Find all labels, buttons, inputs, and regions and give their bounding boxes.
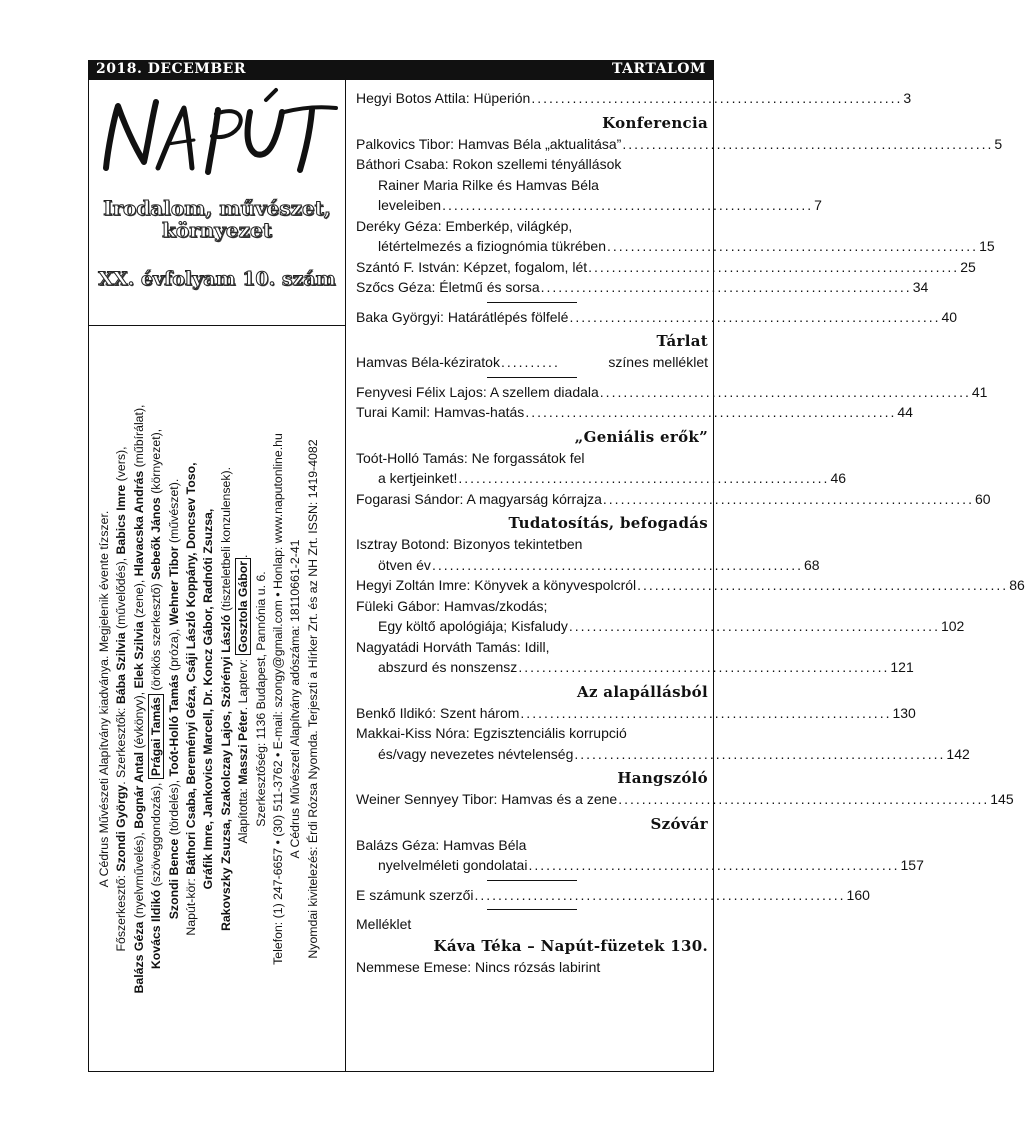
subtitle-line: környezet bbox=[162, 218, 272, 242]
section-heading: Szóvár bbox=[650, 814, 708, 833]
colophon-line: Napút-kör: Báthori Csaba, Bereményi Géza, Csáji László Koppány, Doncsev Toso, bbox=[184, 462, 199, 936]
toc-entry: létértelmezés a fiziognómia tükrében ............................................................... 15 bbox=[378, 238, 995, 254]
toc-entry: Hegyi Zoltán Imre: Könyvek a könyvespolcról ............................................................... 86 bbox=[356, 577, 1025, 593]
colophon-line: A Cédrus Művészeti Alapítvány kiadványa. Megjelenik évente tízszer. bbox=[97, 510, 111, 888]
toc-entry: Weiner Sennyey Tibor: Hamvas és a zene ............................................................... 145 bbox=[356, 791, 1014, 807]
section-heading: Tárlat bbox=[656, 332, 708, 350]
colophon-line: Rakovszky Zsuzsa, Szakolczay Lajos, Szörényi László (tiszteletbeli konzulensek). bbox=[218, 466, 233, 932]
supplement-label: Melléklet bbox=[356, 916, 412, 932]
separator-rule bbox=[487, 909, 577, 910]
toc-entry: nyelvelméleti gondolatai ............................................................... 157 bbox=[378, 857, 924, 873]
subtitle-line: Irodalom, művészet, bbox=[103, 196, 331, 220]
header-bar bbox=[88, 60, 714, 80]
toc-entry: Egy költő apológiája; Kisfaludy ............................................................... 102 bbox=[378, 618, 965, 634]
toc-entry: E számunk szerzői ............................................................... 160 bbox=[356, 886, 870, 903]
toc-entry: Nagyatádi Horváth Tamás: Idill, bbox=[356, 638, 550, 655]
toc-entry: ötven év ............................................................... 68 bbox=[378, 556, 820, 573]
colophon-line: Kovács Ildikó (szöveggondozás), Prágai Tamás (örökös szerkesztő) Sebeők János (környezet), bbox=[149, 428, 164, 970]
colophon bbox=[92, 330, 342, 1068]
toc-entry: Toót-Holló Tamás: Ne forgassátok fel bbox=[356, 449, 585, 466]
table-of-contents bbox=[356, 88, 1025, 977]
toc-entry: Füleki Gábor: Hamvas/zkodás; bbox=[356, 597, 548, 614]
issue-number: XX. évfolyam 10. szám bbox=[98, 268, 336, 290]
issue-date: 2018. DECEMBER bbox=[96, 61, 246, 77]
toc-entry: Palkovics Tibor: Hamvas Béla „aktualitása” ............................................................... 5 bbox=[356, 135, 1003, 152]
colophon-line: Telefon: (1) 247-6657 • (30) 511-3762 • E-mail: szongy@gmail.com • Honlap: www.naputonline.hu bbox=[271, 433, 286, 965]
toc-entry: Hamvas Béla-kéziratok .......... színes melléklet bbox=[356, 354, 708, 370]
colophon-line: Balázs Géza (nyelvművelés), Bognár Antal (évkönyv), Elek Szilvia (zene), Hlavacska András (műbírálat), bbox=[131, 404, 146, 994]
section-heading: „Geniális erők” bbox=[574, 427, 708, 446]
separator-rule bbox=[487, 377, 577, 378]
toc-entry: Turai Kamil: Hamvas-hatás ............................................................... 44 bbox=[356, 404, 913, 420]
toc-entry: Hegyi Botos Attila: Hüperión ............................................................... 3 bbox=[356, 90, 912, 106]
toc-entry: Báthori Csaba: Rokon szellemi tényállások bbox=[356, 156, 622, 172]
colophon-line: Nyomdai kivitelezés: Érdi Rózsa Nyomda. Terjeszti a Hírker Zrt. és az NH Zrt. ISSN: 1419-4082 bbox=[305, 439, 320, 959]
toc-entry: és/vagy nevezetes névtelenség ............................................................... 142 bbox=[378, 745, 970, 762]
section-heading: Konferencia bbox=[602, 113, 708, 132]
section-heading: Hangszóló bbox=[617, 769, 708, 787]
toc-entry: Benkő Ildikó: Szent három ............................................................... 130 bbox=[356, 704, 916, 721]
colophon-line: Gráfik Imre, Jankovics Marcell, Dr. Koncz Gábor, Radnóti Zsuzsa, bbox=[201, 508, 216, 890]
separator-rule bbox=[487, 880, 577, 881]
column-divider bbox=[345, 80, 346, 1072]
masthead-subtitle bbox=[92, 197, 342, 241]
toc-entry: Deréky Géza: Emberkép, világkép, bbox=[356, 217, 573, 234]
toc-entry: Rainer Maria Rilke és Hamvas Béla bbox=[378, 176, 599, 193]
toc-entry: leveleiben ............................................................... 7 bbox=[378, 197, 822, 213]
colophon-line: Alapította: Masszi Péter. Lapterv: Gosztola Gábor. bbox=[236, 554, 251, 844]
colophon-line: Főszerkesztő: Szondi György. Szerkesztők: Bába Szilvia (művelődés), Babics Imre (vers), bbox=[114, 446, 129, 952]
colophon-line: Szondi Bence (tördelés), Toót-Holló Tamás (próza), Wehner Tibor (művészet). bbox=[166, 478, 181, 920]
separator-rule bbox=[487, 302, 577, 303]
masthead-divider bbox=[88, 325, 345, 326]
toc-entry: Nemmese Emese: Nincs rózsás labirint bbox=[356, 958, 601, 975]
toc-entry: Fenyvesi Félix Lajos: A szellem diadala ............................................................... 41 bbox=[356, 383, 988, 400]
section-heading: Tudatosítás, befogadás bbox=[508, 514, 708, 532]
toc-entry: a kertjeinket! ............................................................... 46 bbox=[378, 470, 847, 486]
supplement-title: Káva Téka – Napút-füzetek 130. bbox=[433, 936, 708, 955]
toc-entry: abszurd és nonszensz ............................................................... 121 bbox=[378, 659, 914, 675]
toc-entry: Szőcs Géza: Életmű és sorsa ............................................................... 34 bbox=[356, 279, 929, 295]
toc-entry: Balázs Géza: Hamvas Béla bbox=[356, 836, 527, 853]
toc-entry: Szántó F. István: Képzet, fogalom, lét ............................................................... 25 bbox=[356, 258, 976, 275]
section-heading: Az alapállásból bbox=[577, 682, 708, 701]
colophon-line: Szerkesztőség: 1136 Budapest, Pannónia u. 6. bbox=[253, 571, 268, 827]
colophon-line: A Cédrus Művészeti Alapítvány adószáma: 18110661-2-41 bbox=[288, 539, 303, 859]
toc-entry: Makkai-Kiss Nóra: Egzisztenciális korrupció bbox=[356, 725, 627, 741]
toc-entry: Baka Györgyi: Határátlépés fölfelé ............................................................... 40 bbox=[356, 308, 958, 325]
toc-entry: Fogarasi Sándor: A magyarság kórrajza ............................................................... 60 bbox=[356, 490, 991, 507]
naput-logo bbox=[100, 88, 340, 180]
section-title: TARTALOM bbox=[612, 61, 706, 77]
toc-entry: Isztray Botond: Bizonyos tekintetben bbox=[356, 536, 583, 552]
